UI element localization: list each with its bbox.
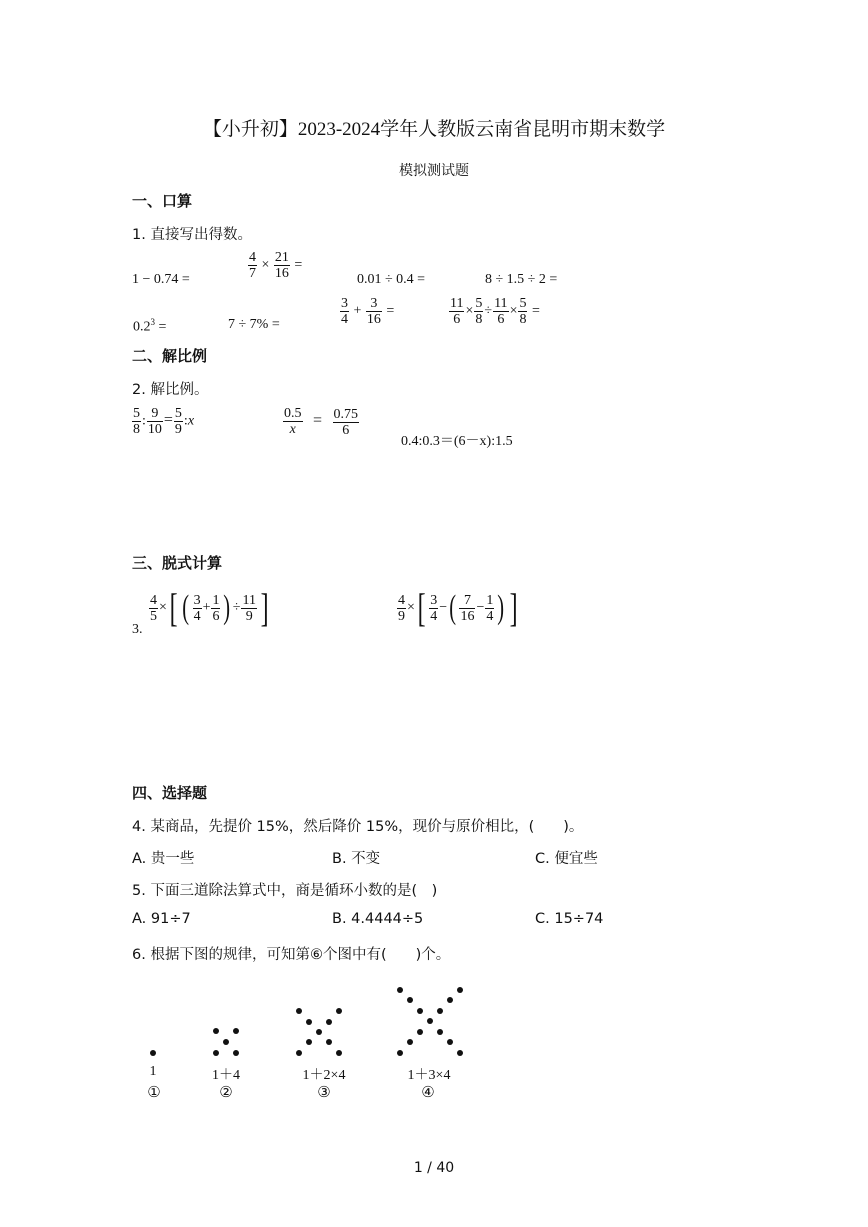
question-4-text: 4. 某商品，先提价 15%，然后降价 15%，现价与原价相比，( )。	[132, 819, 584, 835]
q5-option-b: B. 4.4444÷5	[332, 911, 424, 927]
figure-3-caption: 1＋2×4	[302, 1068, 346, 1083]
pattern-dot	[437, 1008, 443, 1014]
pattern-dot	[213, 1028, 219, 1034]
pattern-dot	[296, 1050, 302, 1056]
page-number: 1 / 40	[413, 1160, 455, 1176]
pattern-dot	[150, 1050, 156, 1056]
q2-proportion-3: 0.4:0.3＝(6－x):1.5	[401, 434, 513, 449]
pattern-dot	[306, 1039, 312, 1045]
pattern-dot	[306, 1019, 312, 1025]
section-heading-choice: 四、选择题	[132, 784, 208, 802]
q1-expr-5: $0.2^3$ =	[133, 317, 167, 335]
pattern-dot	[223, 1039, 229, 1045]
question-6-text: 6. 根据下图的规律，可知第⑥个图中有( )个。	[132, 947, 451, 963]
q3-expr-b: $\frac{4}{9}$ ×[ $\frac{3}{4}$ −( $\frac{7}{16}$ − $\frac{1}{4}$ ) ]	[398, 585, 518, 630]
q1-expr-1: 1 − 0.74 =	[132, 272, 190, 287]
question-1-text: 1. 直接写出得数。	[132, 227, 252, 243]
pattern-dot	[316, 1029, 322, 1035]
section-heading-proportion: 二、解比例	[132, 347, 208, 365]
pattern-dot	[326, 1039, 332, 1045]
figure-1-number: ①	[147, 1083, 161, 1101]
pattern-dot	[417, 1029, 423, 1035]
q1-expr-7: $\frac{3}{4}$ + $\frac{3}{16}$ =	[341, 296, 395, 327]
pattern-dot	[457, 987, 463, 993]
section-heading-oral: 一、口算	[132, 192, 193, 210]
figure-1-caption: 1	[149, 1064, 157, 1079]
document-title: 【小升初】2023-2024学年人教版云南省昆明市期末数学	[202, 119, 666, 140]
question-3-number: 3.	[132, 622, 143, 637]
q1-expr-6: 7 ÷ 7% =	[228, 317, 280, 332]
figure-3-number: ③	[317, 1083, 331, 1101]
figure-2-number: ②	[219, 1083, 233, 1101]
q1-expr-3: 0.01 ÷ 0.4 =	[357, 272, 426, 287]
pattern-dot	[437, 1029, 443, 1035]
pattern-dot	[447, 997, 453, 1003]
figure-4-caption: 1＋3×4	[407, 1068, 451, 1083]
pattern-dot	[296, 1008, 302, 1014]
q1-expr-2: $\frac{4}{7}$ × $\frac{21}{16}$ =	[249, 250, 303, 281]
q5-option-a: A. 91÷7	[132, 911, 191, 927]
pattern-dot	[447, 1039, 453, 1045]
pattern-dot	[213, 1050, 219, 1056]
q5-option-c: C. 15÷74	[535, 911, 604, 927]
q2-proportion-2: $\frac{0.5}{x}$ = $\frac{0.75}{6}$	[284, 406, 359, 438]
q4-option-c: C. 便宜些	[535, 851, 598, 867]
pattern-dot	[336, 1050, 342, 1056]
section-heading-calculation: 三、脱式计算	[132, 554, 223, 572]
q3-expr-a: $\frac{4}{5}$ ×[ ( $\frac{3}{4}$ + $\frac{1}{6}$ ) ÷ $\frac{11}{9}$ ]	[150, 585, 269, 630]
question-5-text: 5. 下面三道除法算式中，商是循环小数的是( )	[132, 883, 438, 899]
q2-proportion-1: $\frac{5}{8}$ : $\frac{9}{10}$ = $\frac{5}{9}$ :x	[133, 406, 195, 437]
pattern-dot	[397, 1050, 403, 1056]
pattern-dot	[233, 1050, 239, 1056]
q4-option-b: B. 不变	[332, 851, 381, 867]
pattern-dot	[397, 987, 403, 993]
pattern-dot	[407, 1039, 413, 1045]
pattern-dot	[427, 1018, 433, 1024]
pattern-dot	[326, 1019, 332, 1025]
document-subtitle: 模拟测试题	[399, 163, 469, 179]
q4-option-a: A. 贵一些	[132, 851, 195, 867]
pattern-dot	[457, 1050, 463, 1056]
q1-expr-8: $\frac{11}{6}$ × $\frac{5}{8}$ ÷ $\frac{11}{6}$ × $\frac{5}{8}$ =	[450, 296, 540, 327]
pattern-dot	[417, 1008, 423, 1014]
figure-2-caption: 1＋4	[212, 1068, 240, 1083]
pattern-dot	[407, 997, 413, 1003]
pattern-dot	[336, 1008, 342, 1014]
question-2-text: 2. 解比例。	[132, 382, 209, 398]
figure-4-number: ④	[421, 1083, 435, 1101]
pattern-dot	[233, 1028, 239, 1034]
q1-expr-4: 8 ÷ 1.5 ÷ 2 =	[485, 272, 558, 287]
